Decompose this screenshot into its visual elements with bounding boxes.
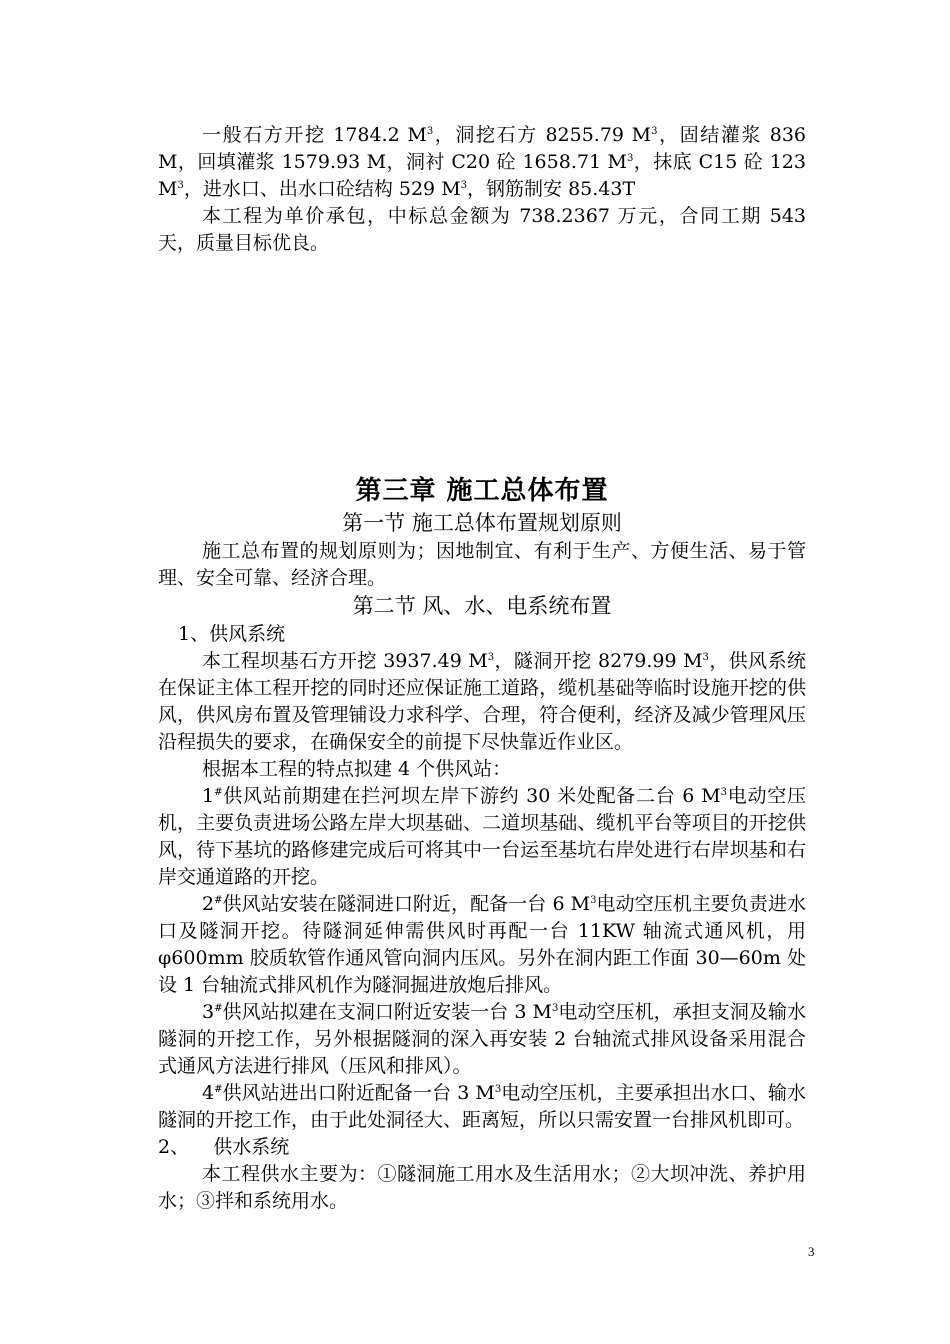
section-2-title: 第二节 风、水、电系统布置 [352, 594, 612, 618]
subsection-air-supply: 1、供风系统 [178, 623, 286, 645]
paragraph-water-supply: 本工程供水主要为：①隧洞施工用水及生活用水；②大坝冲洗、养护用水；③拌和系统用水。 [158, 1163, 806, 1212]
paragraph-quantities: 一般石方开挖 1784.2 $M^3$，洞挖石方 8255.79 $M^3$，固结灌浆 836 M，回填灌浆 1579.93 M，洞衬 C20 砼 1658.71 $M^3$，抹底 C15 砼 123 $M^3$，进水口、出水口砼结构 529 $M^3$，钢筋制安 85.43T [158, 124, 807, 200]
section-1-title: 第一节 施工总体布置规划原则 [342, 511, 622, 535]
paragraph-contract: 本工程为单价承包，中标总金额为 738.2367 万元，合同工期 543 天，质量目标优良。 [158, 205, 806, 254]
paragraph-principles: 施工总布置的规划原则为；因地制宜、有利于生产、方便生活、易于管理、安全可靠、经济合理。 [158, 540, 806, 589]
subsection-water-supply: 2、 供水系统 [158, 1136, 290, 1158]
paragraph-air-supply: 本工程坝基石方开挖 3937.49 $M^3$，隧洞开挖 8279.99 $M^3$，供风系统在保证主体工程开挖的同时还应保证施工道路，缆机基础等临时设施开挖的供风，供风房布置及管理铺设力求科学、合理，符合便利，经济及减少管理风压沿程损失的要求，在确保安全的前提下尽快靠近作业区。 [158, 650, 806, 753]
page-body [158, 122, 806, 1215]
paragraph-stations-intro: 根据本工程的特点拟建 4 个供风站： [202, 758, 512, 780]
paragraph-station-4: 4#供风站进出口附近配备一台 3 $M^3$电动空压机，主要承担出水口、输水隧洞的开挖工作，由于此处洞径大、距离短，所以只需安置一台排风机即可。 [158, 1082, 806, 1131]
paragraph-station-3: 3#供风站拟建在支洞口附近安装一台 3 $M^3$电动空压机，承担支洞及输水隧洞的开挖工作，另外根据隧洞的深入再安装 2 台轴流式排风设备采用混合式通风方法进行排风（压风和排风）。 [158, 1001, 806, 1077]
page-number: 3 [808, 1244, 815, 1259]
chapter-title: 第三章 施工总体布置 [355, 476, 609, 506]
paragraph-station-1: 1#供风站前期建在拦河坝左岸下游约 30 米处配备二台 6 $M^3$电动空压机，主要负责进场公路左岸大坝基础、二道坝基础、缆机平台等项目的开挖供风，待下基坑的路修建完成后可将其中一台运至基坑右岸处进行右岸坝基和右岸交通道路的开挖。 [158, 785, 806, 888]
spacer [158, 257, 806, 473]
paragraph-station-2: 2#供风站安装在隧洞进口附近，配备一台 6 $M^3$电动空压机主要负责进水口及隧洞开挖。待隧洞延伸需供风时再配一台 11KW 轴流式通风机，用 φ600mm 胶质软管作通风管向洞内压风。另外在洞内距工作面 30—60m 处设 1 台轴流式排风机作为隧洞掘进放炮后排风。 [158, 893, 806, 996]
